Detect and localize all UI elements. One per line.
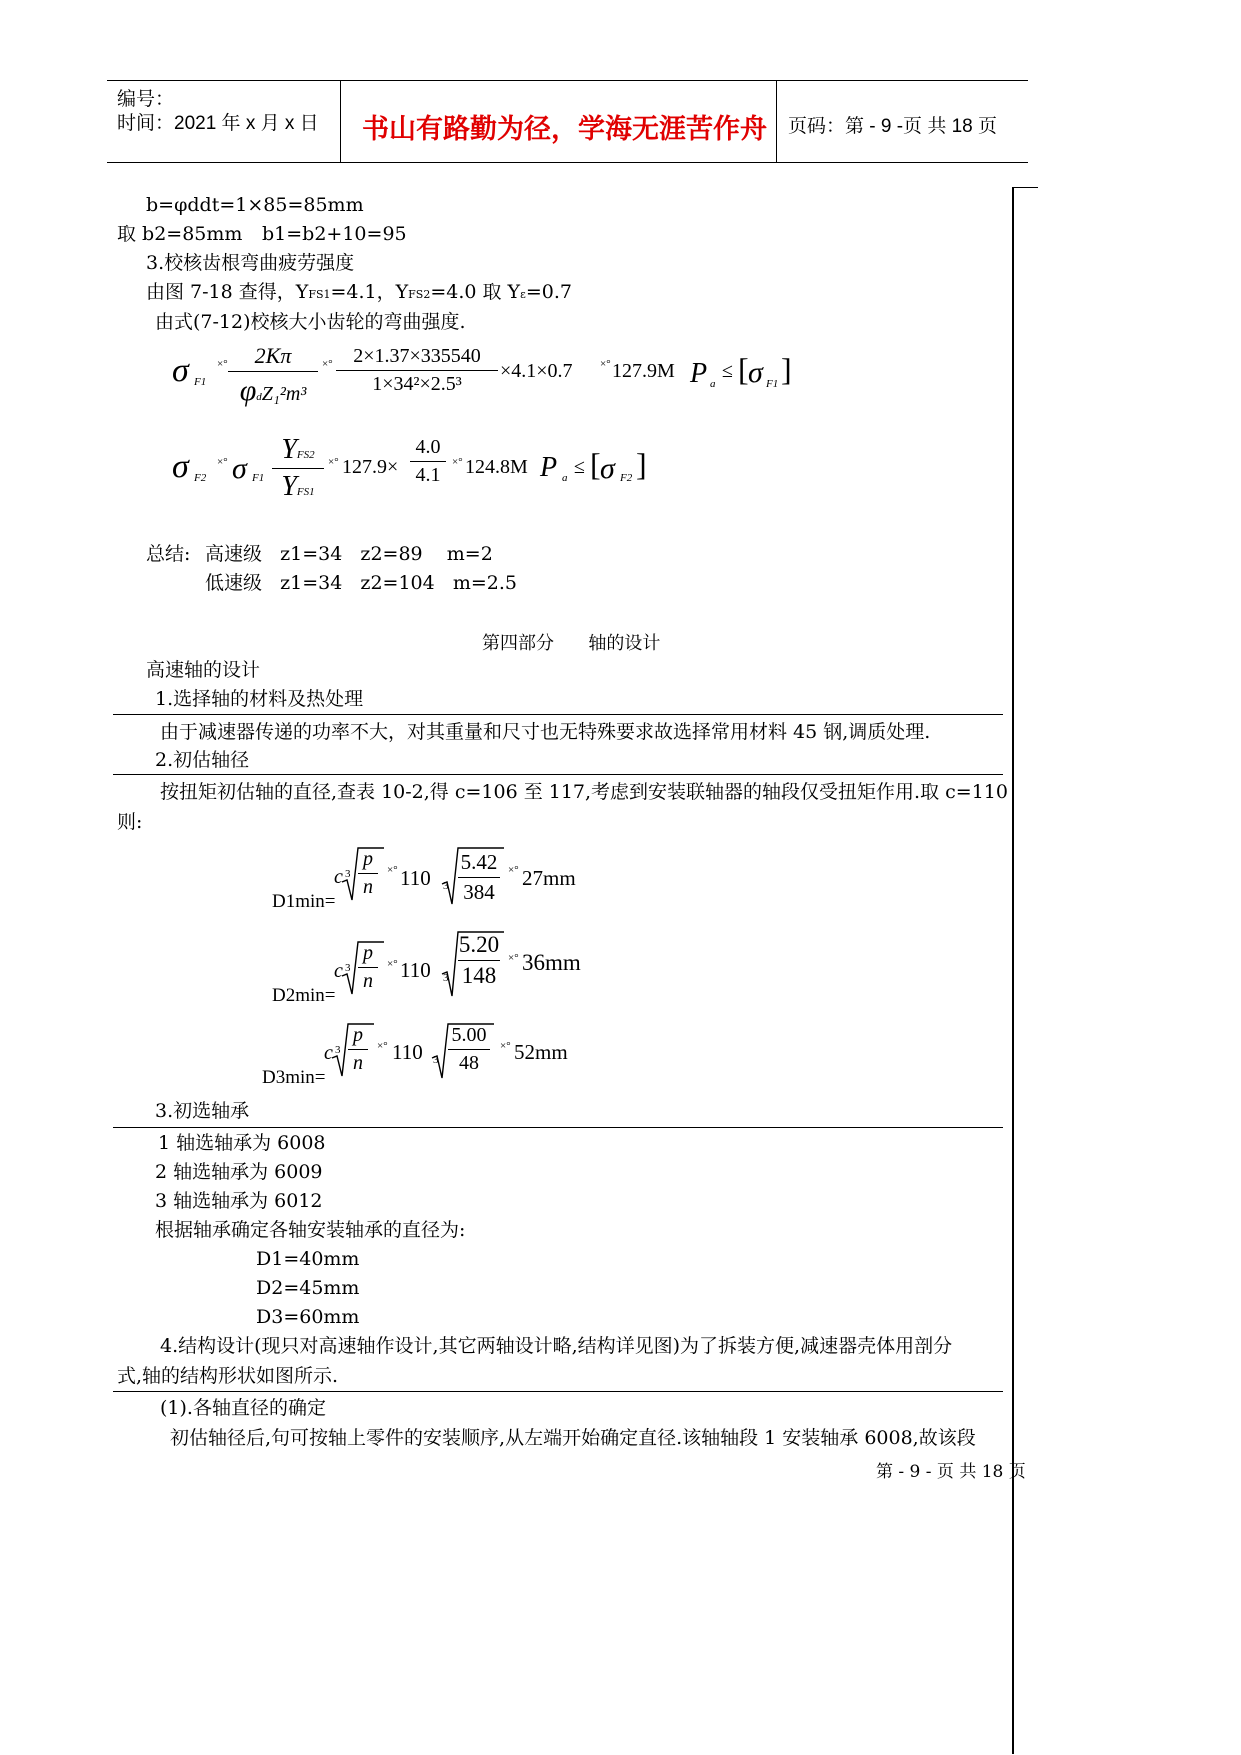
header-bottom-rule: [107, 162, 1028, 163]
diameter-then: 则:: [117, 811, 143, 833]
rule-4: [113, 1391, 1003, 1392]
header-top-rule: [107, 80, 1028, 81]
line-yfs: 由图 7-18 查得，YFS1=4.1，YFS2=4.0 取 Yε=0.7: [146, 281, 572, 303]
summary-low-speed: 低速级 z1=34 z2=104 m=2.5: [205, 572, 517, 594]
heading-diameter-determination: (1).各轴直径的确定: [160, 1397, 326, 1419]
motto: 书山有路勤为径，学海无涯苦作舟: [362, 114, 767, 145]
rule-2: [113, 774, 1003, 775]
heading-3-check-bending: 3.校核齿根弯曲疲劳强度: [146, 252, 355, 274]
part4-title: 第四部分 轴的设计: [482, 633, 661, 654]
frame-right-rule: [1012, 187, 1014, 1754]
summary-high-speed: 高速级 z1=34 z2=89 m=2: [205, 543, 493, 565]
time-label: 时间：2021 年 x 月 x 日: [117, 113, 319, 134]
diameter-determination-text: 初估轴径后,句可按轴上零件的安装顺序,从左端开始确定直径.该轴轴段 1 安装轴承 6008,故该段: [170, 1427, 976, 1449]
diameter-d2: D2=45mm: [256, 1277, 360, 1299]
bearing-diameter-intro: 根据轴承确定各轴安装轴承的直径为:: [155, 1219, 466, 1241]
structure-design-text: 4.结构设计(现只对高速轴作设计,其它两轴设计略,结构详见图)为了拆装方便,减速器壳体用剖分: [160, 1335, 953, 1357]
summary-label: 总结:: [146, 543, 191, 565]
line-b2: 取 b2=85mm: [117, 223, 243, 245]
header-divider-left: [340, 80, 341, 162]
high-shaft-design: 高速轴的设计: [146, 659, 261, 681]
bearing-2: 2 轴选轴承为 6009: [155, 1161, 323, 1183]
heading-2-diameter: 2.初估轴径: [155, 749, 250, 771]
rule-3: [113, 1127, 1003, 1128]
heading-1-material: 1.选择轴的材料及热处理: [155, 688, 364, 710]
bearing-3: 3 轴选轴承为 6012: [155, 1190, 323, 1212]
line-b1: b1=b2+10=95: [262, 223, 407, 245]
diameter-d3: D3=60mm: [256, 1306, 360, 1328]
bearing-1: 1 轴选轴承为 6008: [158, 1132, 326, 1154]
rule-1: [113, 714, 1003, 715]
header-divider-right: [776, 80, 777, 162]
page-code: 页码：第 - 9 -页 共 18 页: [788, 116, 998, 137]
heading-3-bearing: 3.初选轴承: [155, 1100, 250, 1122]
material-text: 由于减速器传递的功率不大，对其重量和尺寸也无特殊要求故选择常用材料 45 钢,调质处理.: [160, 721, 931, 743]
line-check-formula: 由式(7-12)校核大小齿轮的弯曲强度.: [155, 311, 466, 333]
line-b-formula: b=φddt=1×85=85mm: [146, 194, 364, 216]
diameter-text: 按扭矩初估轴的直径,查表 10-2,得 c=106 至 117,考虑到安装联轴器的轴段仅受扭矩作用.取 c=110: [160, 781, 1008, 803]
frame-top-tick: [1012, 187, 1038, 188]
diameter-d1: D1=40mm: [256, 1248, 360, 1270]
footer-page-number: 第 - 9 - 页 共 18 页: [876, 1462, 1026, 1482]
serial-label: 编号：: [117, 89, 175, 110]
structure-design-text-2: 式,轴的结构形状如图所示.: [117, 1365, 339, 1387]
